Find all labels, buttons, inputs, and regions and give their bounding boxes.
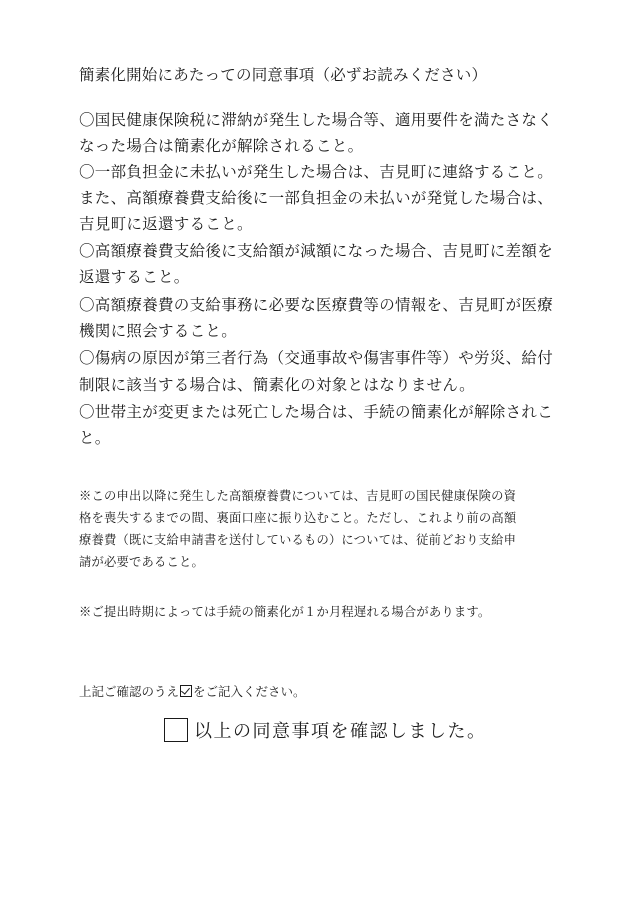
agreement-line: と。 bbox=[79, 429, 111, 447]
document-title: 簡素化開始にあたっての同意事項（必ずお読みください） bbox=[79, 66, 488, 84]
agreement-line: 返還すること。 bbox=[79, 268, 190, 286]
agreement-line: 吉見町に返還すること。 bbox=[79, 215, 253, 233]
agreement-line: なった場合は簡素化が解除されること。 bbox=[79, 137, 364, 155]
agreement-line: 〇世帯主が変更または死亡した場合は、手続の簡素化が解除されこ bbox=[79, 403, 554, 421]
checked-box-icon bbox=[180, 685, 192, 697]
instruction-after: をご記入ください。 bbox=[193, 684, 306, 699]
instruction-before: 上記ご確認のうえ bbox=[79, 684, 180, 699]
note-line: 格を喪失するまでの間、裏面口座に振り込むこと。ただし、これより前の高額 bbox=[79, 511, 517, 525]
instruction-text bbox=[79, 682, 306, 700]
agreement-line: 〇一部負担金に未払いが発生した場合は、吉見町に連絡すること。 bbox=[79, 163, 554, 181]
note-line: 請が必要であること。 bbox=[79, 555, 204, 569]
agreement-line: 〇高額療養費支給後に支給額が減額になった場合、吉見町に差額を bbox=[79, 242, 554, 260]
confirm-label: 以上の同意事項を確認しました。 bbox=[194, 721, 487, 742]
agreement-line: 〇国民健康保険税に滞納が発生した場合等、適用要件を満たさなく bbox=[79, 111, 554, 129]
agreement-line: 機関に照会すること。 bbox=[79, 322, 238, 340]
agreement-line: また、高額療養費支給後に一部負担金の未払いが発覚した場合は、 bbox=[79, 189, 554, 207]
note-line: 療養費（既に支給申請書を送付しているもの）については、従前どおり支給申 bbox=[79, 533, 517, 547]
timing-note: ※ご提出時期によっては手続の簡素化が１か月程遅れる場合があります。 bbox=[79, 605, 491, 619]
confirm-checkbox[interactable] bbox=[164, 718, 188, 742]
confirm-row bbox=[164, 717, 487, 743]
agreement-line: 〇高額療養費の支給事務に必要な医療費等の情報を、吉見町が医療 bbox=[79, 296, 554, 314]
note-line: ※この申出以降に発生した高額療養費については、吉見町の国民健康保険の資 bbox=[79, 489, 517, 503]
agreement-line: 〇傷病の原因が第三者行為（交通事故や傷害事件等）や労災、給付 bbox=[79, 349, 554, 367]
agreement-line: 制限に該当する場合は、簡素化の対象とはなりません。 bbox=[79, 376, 475, 394]
